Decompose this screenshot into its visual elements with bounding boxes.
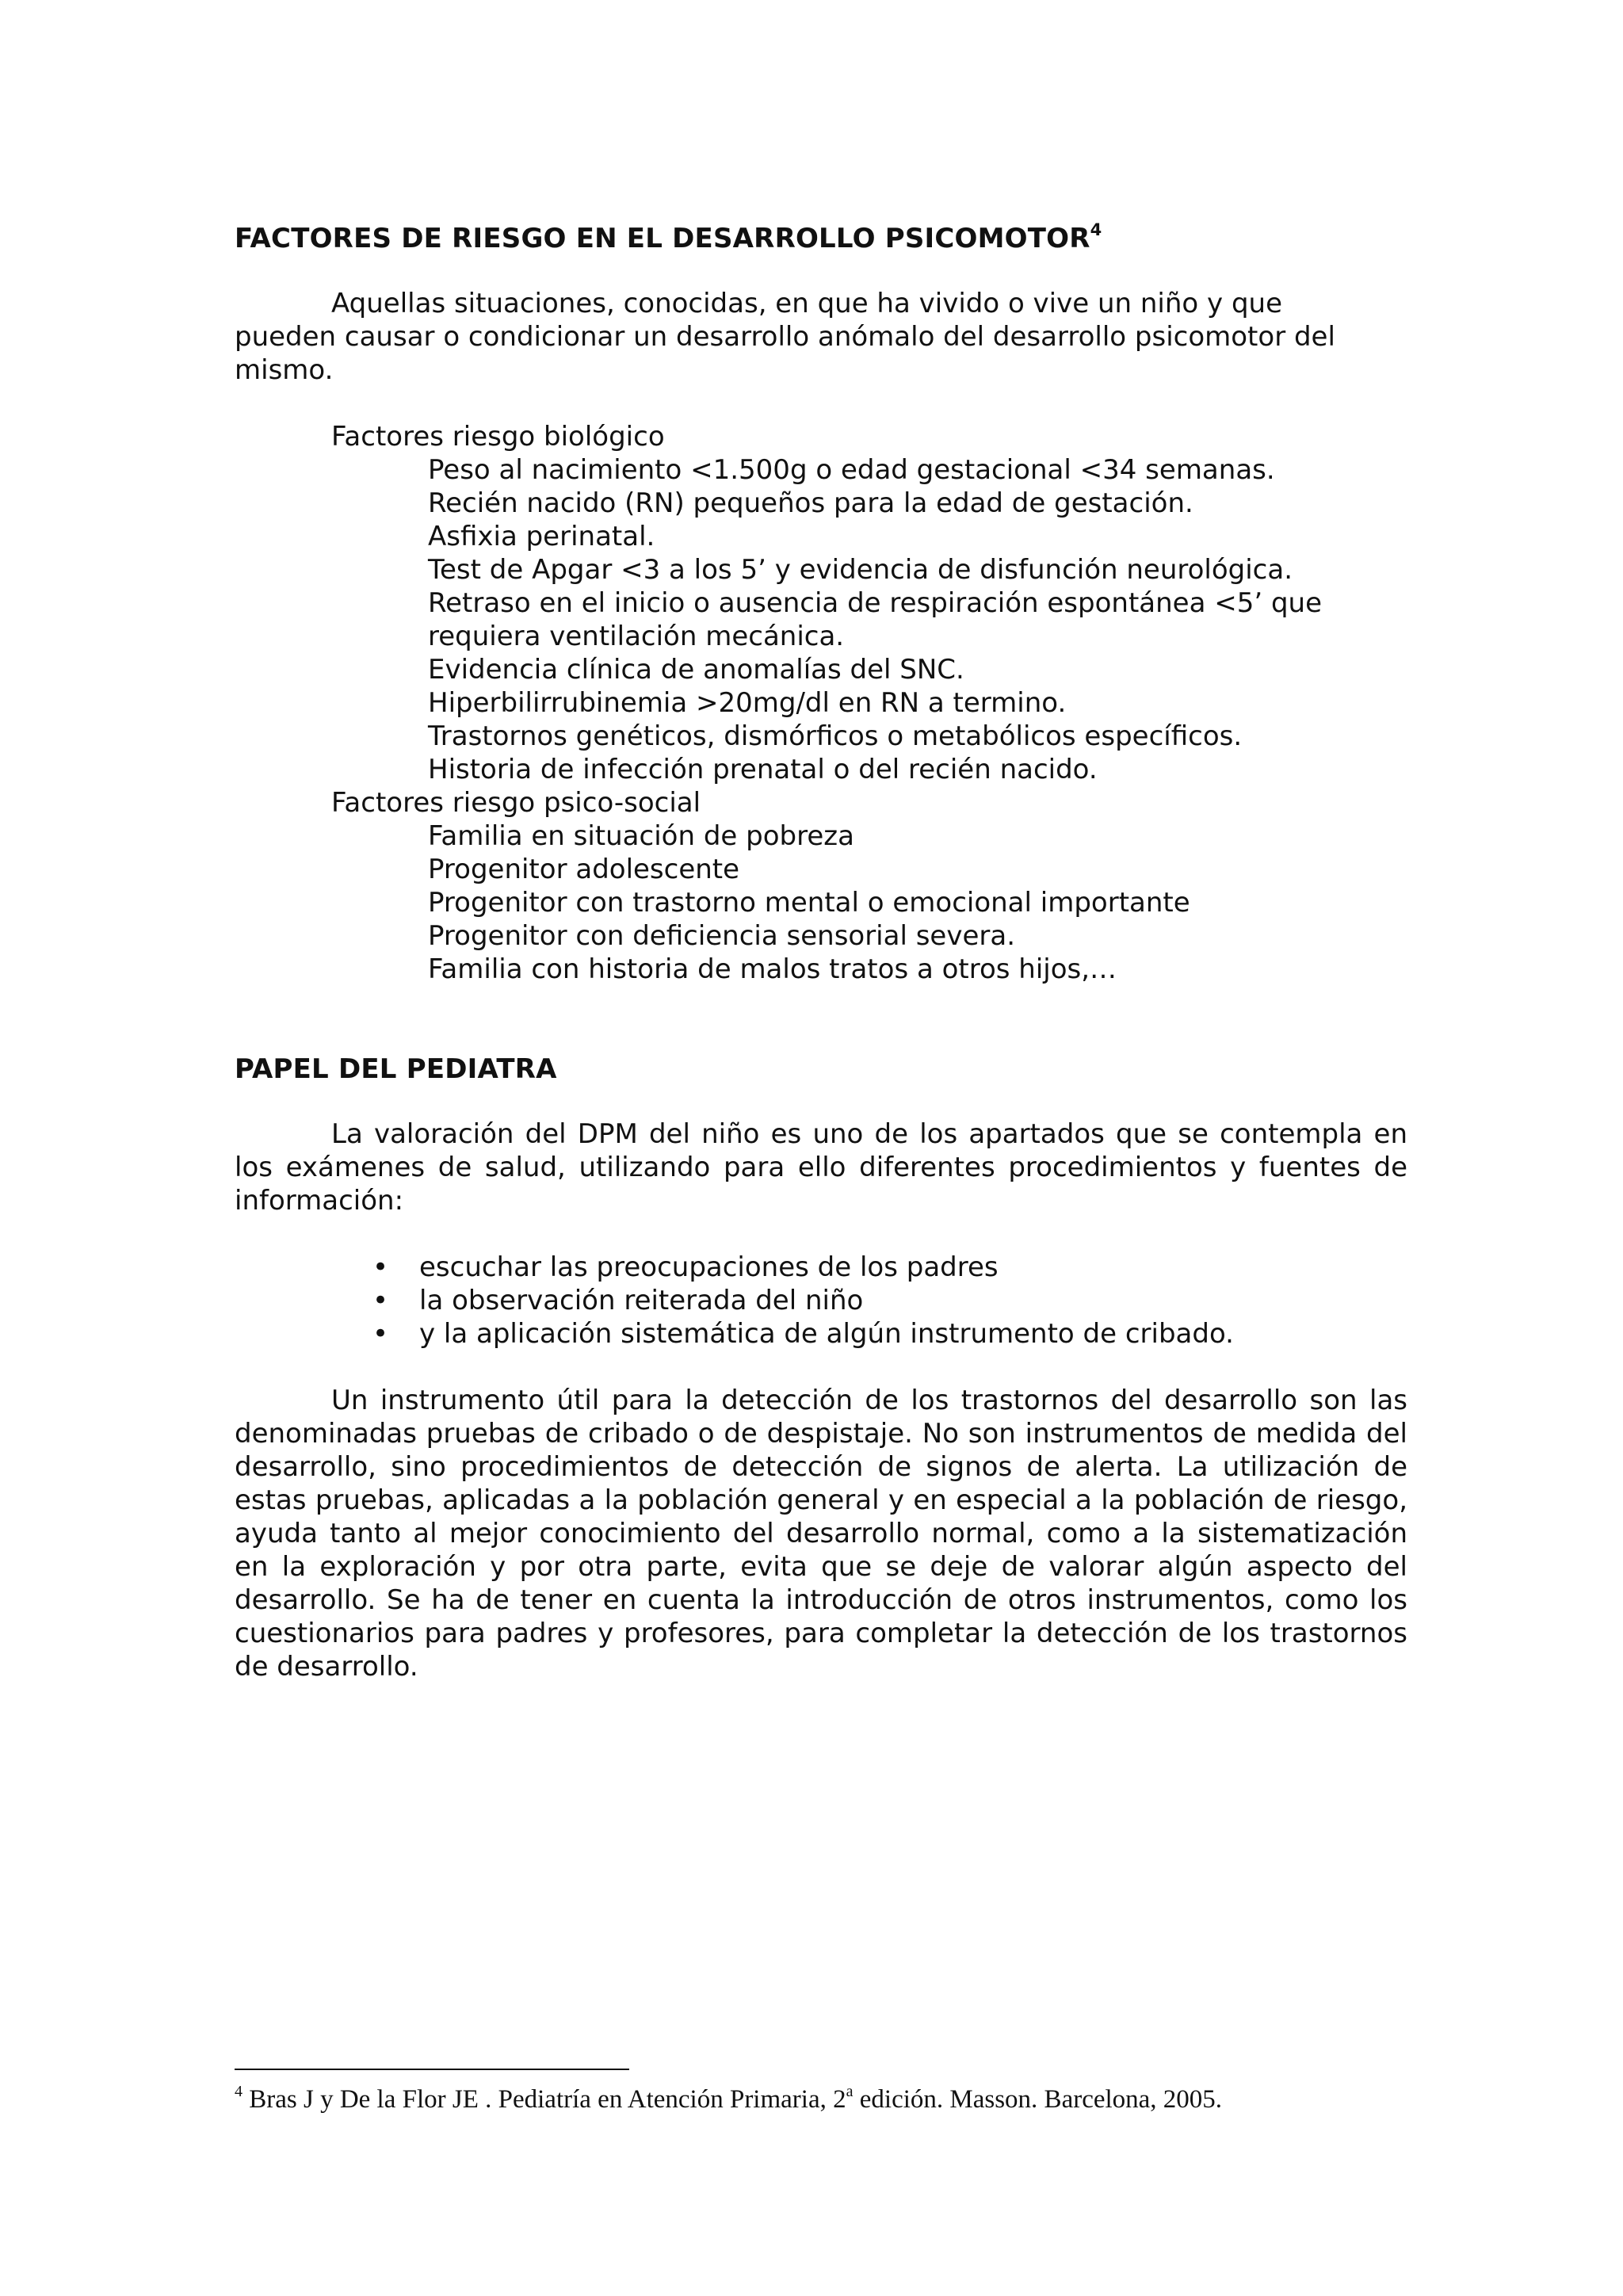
list-item	[235, 1284, 1407, 1317]
list-item-text: y la aplicación sistemática de algún instrumento de cribado.	[419, 1318, 1234, 1350]
biological-risk-item: Hiperbilirrubinemia >20mg/dl en RN a termino.	[428, 687, 1067, 719]
heading-text: FACTORES DE RIESGO EN EL DESARROLLO PSICOMOTOR	[235, 223, 1090, 254]
bullet-icon: •	[372, 1318, 389, 1350]
psychosocial-risk-item: Progenitor con trastorno mental o emocional importante	[428, 887, 1190, 919]
list-item	[235, 1317, 1407, 1350]
section-heading-factores	[235, 222, 1407, 255]
biological-risk-item: Evidencia clínica de anomalías del SNC.	[428, 654, 964, 686]
biological-risk-item: Retraso en el inicio o ausencia de respiración espontánea <5’ que	[428, 587, 1323, 619]
bullet-icon: •	[372, 1251, 389, 1283]
footnote-text-after: edición. Masson. Barcelona, 2005.	[853, 2085, 1223, 2114]
intro-line: Aquellas situaciones, conocidas, en que ha vivido o vive un niño y que	[331, 288, 1283, 319]
pediatra-bullet-list	[235, 1251, 1407, 1350]
footnote-ordinal-superscript: a	[846, 2083, 854, 2100]
biological-risk-item: Test de Apgar <3 a los 5’ y evidencia de disfunción neurológica.	[428, 554, 1293, 586]
biological-risk-item: Historia de infección prenatal o del recién nacido.	[428, 754, 1098, 785]
bullet-icon: •	[372, 1285, 389, 1316]
list-item	[235, 1251, 1407, 1284]
footnote-text-before: Bras J y De la Flor JE . Pediatría en Atención Primaria, 2	[249, 2085, 846, 2114]
list-item-text: escuchar las preocupaciones de los padres	[419, 1251, 999, 1283]
footnote-separator	[235, 2069, 629, 2070]
footnote	[235, 2083, 1407, 2116]
psychosocial-risk-item: Progenitor con deficiencia sensorial severa.	[428, 920, 1016, 952]
footnote-reference[interactable]: 4	[1090, 220, 1102, 239]
biological-risk-item: Trastornos genéticos, dismórficos o metabólicos específicos.	[428, 720, 1243, 752]
psychosocial-risk-item: Familia con historia de malos tratos a otros hijos,…	[428, 953, 1117, 985]
psychosocial-risk-item: Familia en situación de pobreza	[428, 820, 854, 852]
biological-risk-item: requiera ventilación mecánica.	[428, 621, 845, 652]
pediatra-paragraph-2: Un instrumento útil para la detección de los trastornos del desarrollo son las denominadas pruebas de cribado o de despistaje. No son instrumentos de medida del desarrollo, sino procedimientos de detección de signos de alerta. La utilización de estas pruebas, aplicadas a la población general y en especial a la población de riesgo, ayuda tanto al mejor conocimiento del desarrollo normal, como a la sistematización en la exploración y por otra parte, evita que se deje de valorar algún aspecto del desarrollo. Se ha de tener en cuenta la introducción de otros instrumentos, como los cuestionarios para padres y profesores, para completar la detección de los trastornos de desarrollo.	[235, 1385, 1407, 1683]
biological-risk-title: Factores riesgo biológico	[331, 421, 665, 453]
psychosocial-risk-item: Progenitor adolescente	[428, 854, 740, 885]
psychosocial-risk-title: Factores riesgo psico-social	[331, 787, 701, 819]
intro-line: mismo.	[235, 354, 334, 386]
section-heading-pediatra: PAPEL DEL PEDIATRA	[235, 1053, 557, 1085]
pediatra-paragraph-1: La valoración del DPM del niño es uno de los apartados que se contempla en los exámenes de salud, utilizando para ello diferentes procedimientos y fuentes de información:	[235, 1118, 1407, 1217]
intro-line: pueden causar o condicionar un desarrollo anómalo del desarrollo psicomotor del	[235, 321, 1335, 353]
document-page	[235, 222, 1407, 1683]
biological-risk-item: Asfixia perinatal.	[428, 521, 655, 552]
biological-risk-item: Peso al nacimiento <1.500g o edad gestacional <34 semanas.	[428, 454, 1275, 486]
footnote-number: 4	[235, 2083, 242, 2100]
biological-risk-item: Recién nacido (RN) pequeños para la edad de gestación.	[428, 487, 1193, 519]
list-item-text: la observación reiterada del niño	[419, 1285, 864, 1316]
